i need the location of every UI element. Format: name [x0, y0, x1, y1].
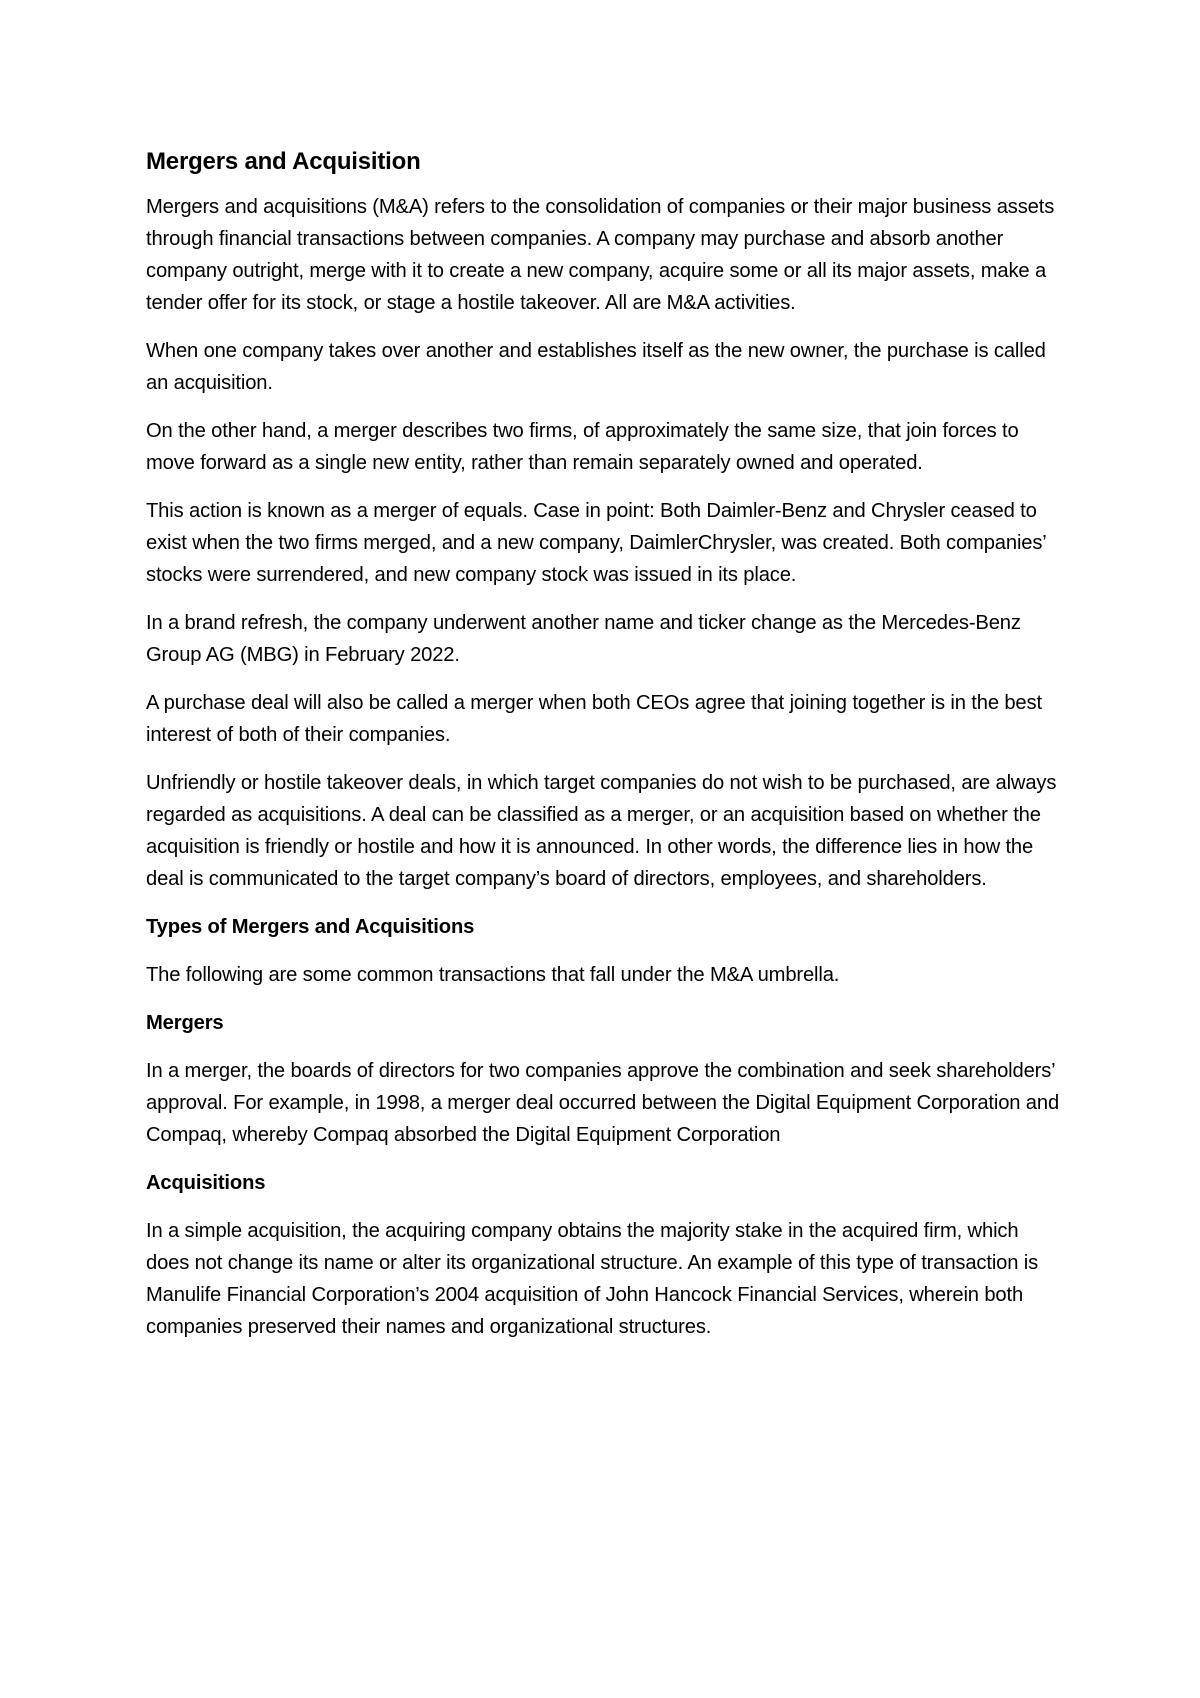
- paragraph-merger-of-equals: This action is known as a merger of equals. Case in point: Both Daimler-Benz and Chrysler ceased to exist when the two firms merged, and a new company, DaimlerChrysler, was created. Both companies’ stocks were surrendered, and new company stock was issued in its place.: [146, 500, 1046, 586]
- paragraph-hostile-takeover: Unfriendly or hostile takeover deals, in which target companies do not wish to be purchased, are always regarded as acquisitions. A deal can be classified as a merger, or an acquisition based on whether the acquisition is friendly or hostile and how it is announced. In other words, the difference lies in how the deal is communicated to the target company’s board of directors, employees, and shareholders.: [146, 772, 1057, 890]
- types-heading: Types of Mergers and Acquisitions: [146, 916, 475, 938]
- paragraph-acquisition: When one company takes over another and establishes itself as the new owner, the purchase is called an acquisition.: [146, 340, 1046, 394]
- document-title: Mergers and Acquisition: [146, 148, 421, 175]
- mergers-heading: Mergers: [146, 1012, 224, 1034]
- paragraph-purchase-deal: A purchase deal will also be called a merger when both CEOs agree that joining together is in the best interest of both of their companies.: [146, 692, 1042, 746]
- paragraph-merger: On the other hand, a merger describes two firms, of approximately the same size, that join forces to move forward as a single new entity, rather than remain separately owned and operated.: [146, 420, 1019, 474]
- acquisitions-text: In a simple acquisition, the acquiring company obtains the majority stake in the acquired firm, which does not change its name or alter its organizational structure. An example of this type of transaction is Manulife Financial Corporation’s 2004 acquisition of John Hancock Financial Services, wherein both companies preserved their names and organizational structures.: [146, 1220, 1039, 1338]
- paragraph-brand-refresh: In a brand refresh, the company underwent another name and ticker change as the Mercedes-Benz Group AG (MBG) in February 2022.: [146, 612, 1021, 666]
- types-intro: The following are some common transactions that fall under the M&A umbrella.: [146, 964, 840, 986]
- paragraph-definition: Mergers and acquisitions (M&A) refers to the consolidation of companies or their major business assets through financial transactions between companies. A company may purchase and absorb another company outright, merge with it to create a new company, acquire some or all its major assets, make a tender offer for its stock, or stage a hostile takeover. All are M&A activities.: [146, 196, 1055, 314]
- document-body: [146, 146, 1066, 1359]
- mergers-text: In a merger, the boards of directors for two companies approve the combination and seek shareholders’ approval. For example, in 1998, a merger deal occurred between the Digital Equipment Corporation and Compaq, whereby Compaq absorbed the Digital Equipment Corporation: [146, 1060, 1060, 1146]
- acquisitions-heading: Acquisitions: [146, 1172, 266, 1194]
